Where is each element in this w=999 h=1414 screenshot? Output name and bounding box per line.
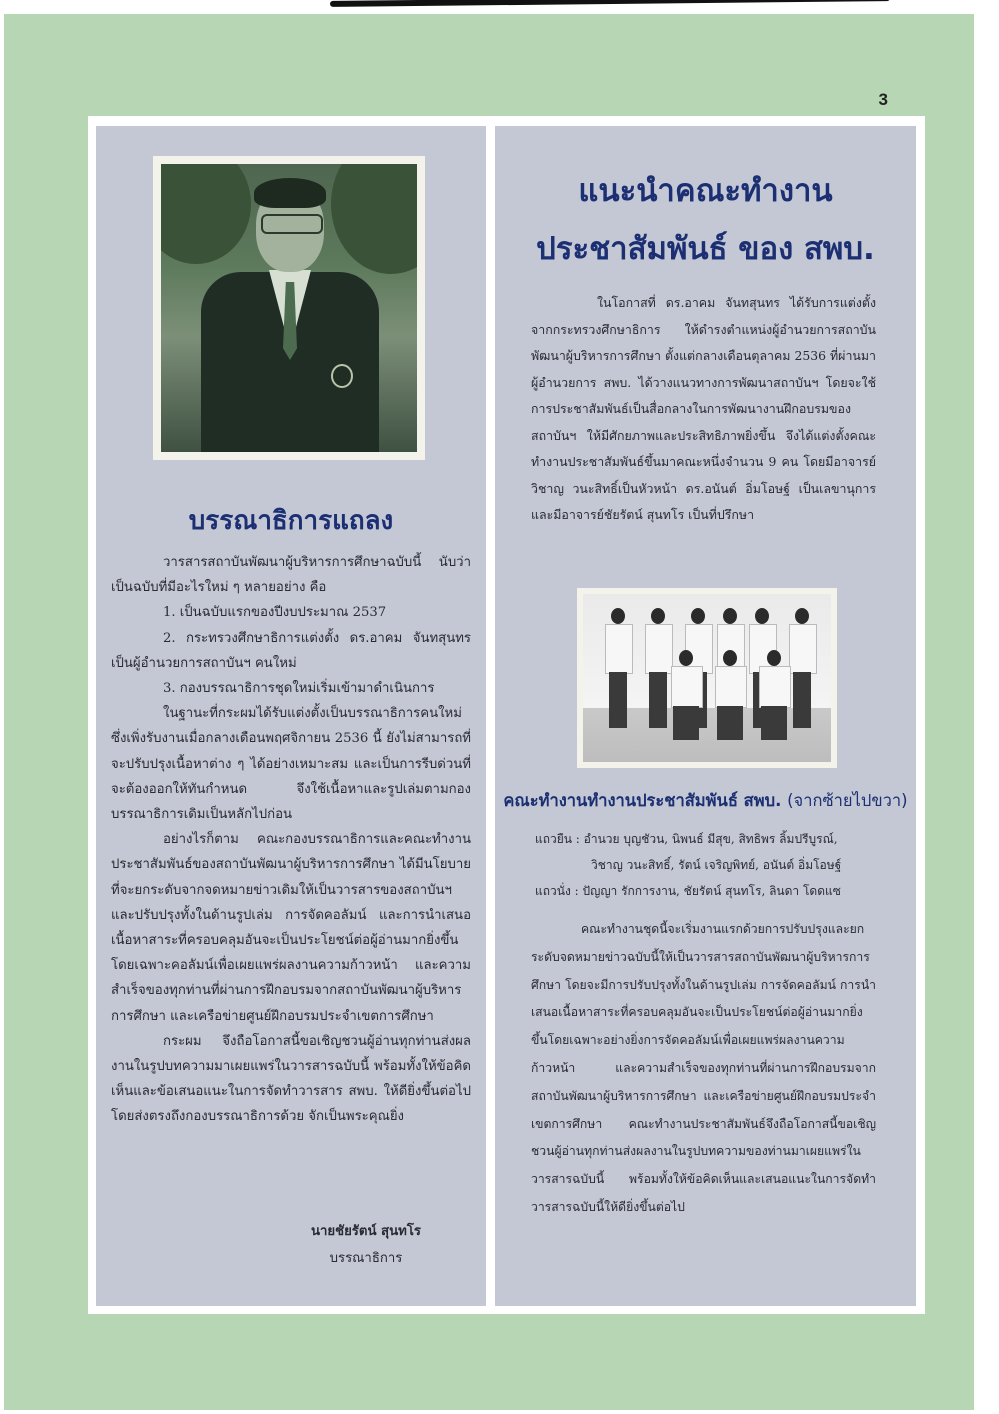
photo-caption-title [487,788,924,814]
editorial-paragraph: ในฐานะที่กระผมได้รับแต่งตั้งเป็นบรรณาธิการคนใหม่ ซึ่งเพิ่งรับงานเมื่อกลางเดือนพฤศจิกายน 2536 นี้ ยังไม่สามารถที่จะปรับปรุงเนื้อหาต่าง ๆ ได้อย่างเหมาะสม และเป็นการรีบด่วนที่จะต้องออกให้ทันกำหนด จึงใช้เนื้อหาและรูปเล่มตามกองบรรณาธิการเดิมเป็นหลักไปก่อน [111,706,471,823]
signature-role: บรรณาธิการ [329,1251,403,1266]
caption-row-standing-cont: วิชาญ วนะสิทธิ์, รัตน์ เจริญพิทย์, อนันต์ อิ่มโอษฐ์ [591,858,842,872]
team-body-paragraph: คณะทำงานชุดนี้จะเริ่มงานแรกด้วยการปรับปรุงและยกระดับจดหมายข่าวฉบับนี้ให้เป็นวารสารสถาบันพัฒนาผู้บริหารการศึกษา โดยจะมีการปรับปรุงทั้งในด้านรูปเล่ม การจัดคอลัมน์ การนำเสนอเนื้อหาสาระที่ครอบคลุมอันจะเป็นประโยชน์ต่อผู้อ่านมากยิ่งขึ้นโดยเฉพาะอย่างยิ่งการจัดคอลัมน์เพื่อเผยแพร่ผลงานความก้าวหน้า และความสำเร็จของทุกท่านที่ผ่านการฝึกอบรมจากสถาบันพัฒนาผู้บริหารการศึกษา และเครือข่ายศูนย์ฝึกอบรมประจำเขตการศึกษา คณะทำงานประชาสัมพันธ์จึงถือโอกาสนี้ขอเชิญชวนผู้อ่านทุกท่านส่งผลงานในรูปบทความของท่านมาเผยแพร่ในวารสารฉบับนี้ พร้อมทั้งให้ข้อคิดเห็นและเสนอแนะในการจัดทำวารสารฉบับนี้ให้ดียิ่งขึ้นต่อไป [531,922,876,1214]
caption-row-sitting: แถวนั่ง : ปัญญา รักการงาน, ชัยรัตน์ สุนทโร, ลินดา โดดแซ [535,884,841,898]
caption-row-standing: แถวยืน : อำนวย บุญชัวน, นิพนธ์ มีสุข, สิทธิพร ลิ้มปรีบูรณ์, [535,832,838,846]
page-number: 3 [878,90,888,109]
group-image [583,594,831,762]
editorial-paragraph: กระผม จึงถือโอกาสนี้ขอเชิญชวนผู้อ่านทุกท่านส่งผลงานในรูปบทความมาเผยแพร่ในวารสารฉบับนี้ พร้อมทั้งให้ข้อคิดเห็นและข้อเสนอแนะในการจัดทำวารสาร สพบ. ให้ดียิ่งขึ้นต่อไป โดยส่งตรงถึงกองบรรณาธิการด้วย จักเป็นพระคุณยิ่ง [111,1033,471,1125]
team-title-line: ประชาสัมพันธ์ ของ สพบ. [536,231,875,267]
editorial-signature [96,1218,486,1272]
team-group-photo [577,588,837,768]
hair-shape [254,178,326,208]
team-title [495,162,916,278]
page-background [4,14,974,1410]
content-frame [88,116,925,1314]
signature-name: นายชัยรัตน์ สุนทโร [310,1224,421,1239]
photo-caption-rows [535,826,906,904]
tree-shape [331,164,417,274]
team-body [531,916,876,1222]
editorial-column [96,126,486,1306]
caption-title-text: คณะทำงานทำงานประชาสัมพันธ์ สพบ. [503,791,782,810]
editorial-body [111,550,471,1130]
editor-portrait-photo [153,156,425,460]
top-edge [0,0,999,14]
editorial-list-item: 3. กองบรรณาธิการชุดใหม่เริ่มเข้ามาดำเนินการ [163,681,435,697]
badge-shape [331,364,353,388]
editorial-title: บรรณาธิการแถลง [188,506,394,536]
team-column [495,126,916,1306]
team-intro-paragraph: ในโอกาสที่ ดร.อาคม จันทสุนทร ได้รับการแต่งตั้งจากกระทรวงศึกษาธิการ ให้ดำรงตำแหน่งผู้อำนวยการสถาบันพัฒนาผู้บริหารการศึกษา ตั้งแต่กลางเดือนตุลาคม 2536 ที่ผ่านมา ผู้อำนวยการ สพบ. ได้วางแนวทางการพัฒนาสถาบันฯ โดยจะใช้การประชาสัมพันธ์เป็นสื่อกลางในการพัฒนางานฝึกอบรมของสถาบันฯ ให้มีศักยภาพและประสิทธิภาพยิ่งขึ้น จึงได้แต่งตั้งคณะทำงานประชาสัมพันธ์ขึ้นมาคณะหนึ่งจำนวน 9 คน โดยมีอาจารย์วิชาญ วนะสิทธิ์เป็นหัวหน้า ดร.อนันต์ อิ่มโอษฐ์ เป็นเลขานุการและมีอาจารย์ชัยรัตน์ สุนทโร เป็นที่ปรึกษา [531,295,876,522]
editorial-paragraph: อย่างไรก็ตาม คณะกองบรรณาธิการและคณะทำงานประชาสัมพันธ์ของสถาบันพัฒนาผู้บริหารการศึกษา ได้มีนโยบายที่จะยกระดับจากจดหมายข่าวเดิมให้เป็นวารสารของสถาบันฯ และปรับปรุงทั้งในด้านรูปเล่ม การจัดคอลัมน์ และการนำเสนอเนื้อหาสาระที่ครอบคลุมอันจะเป็นประโยชน์ต่อผู้อ่านมากยิ่งขึ้น โดยเฉพาะคอลัมน์เพื่อเผยแพร่ผลงานความก้าวหน้า และความสำเร็จของทุกท่านที่ผ่านการฝึกอบรมจากสถาบันพัฒนาผู้บริหารการศึกษา และเครือข่ายศูนย์ฝึกอบรมประจำเขตการศึกษา [111,832,471,1024]
glasses-shape [261,214,323,234]
portrait-image [161,164,417,452]
editorial-list-item: 1. เป็นฉบับแรกของปีงบประมาณ 2537 [163,605,387,621]
tree-shape [161,164,251,264]
editorial-paragraph: วารสารสถาบันพัฒนาผู้บริหารการศึกษาฉบับนี้ นับว่าเป็นฉบับที่มีอะไรใหม่ ๆ หลายอย่าง คือ [111,555,471,596]
team-intro [531,290,876,529]
caption-direction: (จากซ้ายไปขวา) [787,791,908,810]
team-title-line: แนะนำคณะทำงาน [578,173,833,209]
editorial-list-item: 2. กระทรวงศึกษาธิการแต่งตั้ง ดร.อาคม จันทสุนทร เป็นผู้อำนวยการสถาบันฯ คนใหม่ [111,630,471,671]
